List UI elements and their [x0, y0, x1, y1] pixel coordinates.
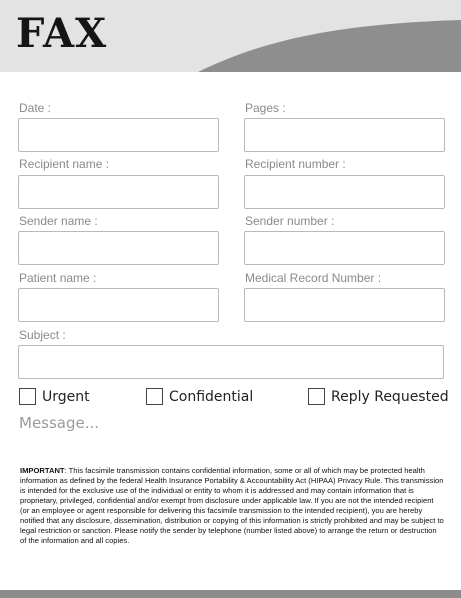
urgent-option[interactable]: [19, 388, 90, 405]
message-area[interactable]: Message...: [19, 414, 100, 432]
sender-name-field[interactable]: [18, 231, 219, 265]
medical-record-number-field[interactable]: [244, 288, 445, 322]
confidentiality-notice: [20, 466, 444, 546]
pages-field[interactable]: [244, 118, 445, 152]
sender-name-label: Sender name :: [19, 214, 98, 228]
notice-heading: IMPORTANT: [20, 466, 65, 475]
header-banner: [0, 0, 461, 72]
sender-number-label: Sender number :: [245, 214, 335, 228]
recipient-name-field[interactable]: [18, 175, 219, 209]
recipient-number-label: Recipient number :: [245, 157, 346, 171]
subject-label: Subject :: [19, 328, 66, 342]
medical-record-number-label: Medical Record Number :: [245, 271, 382, 285]
patient-name-label: Patient name :: [19, 271, 97, 285]
date-field[interactable]: [18, 118, 219, 152]
urgent-label: Urgent: [42, 388, 90, 405]
subject-field[interactable]: [18, 345, 444, 379]
confidential-label: Confidential: [169, 388, 254, 405]
footer-bar: [0, 590, 461, 598]
reply-requested-option[interactable]: [308, 388, 449, 405]
sender-number-field[interactable]: [244, 231, 445, 265]
confidential-option[interactable]: [146, 388, 253, 405]
recipient-name-label: Recipient name :: [19, 157, 110, 171]
notice-body: : This facsimile transmission contains confidential information, some or all of which may be protected health information as defined by the federal Health Insurance Portability & Accountability Act (HIPAA) Privacy Rule. This transmission is intended for the exclusive use of the individual or entity to whom it is addressed and may contain information that is proprietary, privileged, confidential and/or exempt from disclosure under applicable law. If you are not the intended recipient (or an employee or agent responsible for delivering this facsimile transmission to the intended recipient), you are hereby notified that any disclosure, dissemination, distribution or copying of this information is strictly prohibited and may be subject to legal restriction or sanction. Please notify the sender by telephone (number listed above) to arrange the return or destruction of the information and all copies.: [20, 466, 444, 545]
page-title: FAX: [16, 10, 108, 57]
reply-requested-label: Reply Requested: [331, 388, 449, 405]
reply-requested-checkbox[interactable]: [308, 388, 325, 405]
patient-name-field[interactable]: [18, 288, 219, 322]
urgent-checkbox[interactable]: [19, 388, 36, 405]
date-label: Date :: [19, 101, 52, 115]
recipient-number-field[interactable]: [244, 175, 445, 209]
confidential-checkbox[interactable]: [146, 388, 163, 405]
pages-label: Pages :: [245, 101, 286, 115]
